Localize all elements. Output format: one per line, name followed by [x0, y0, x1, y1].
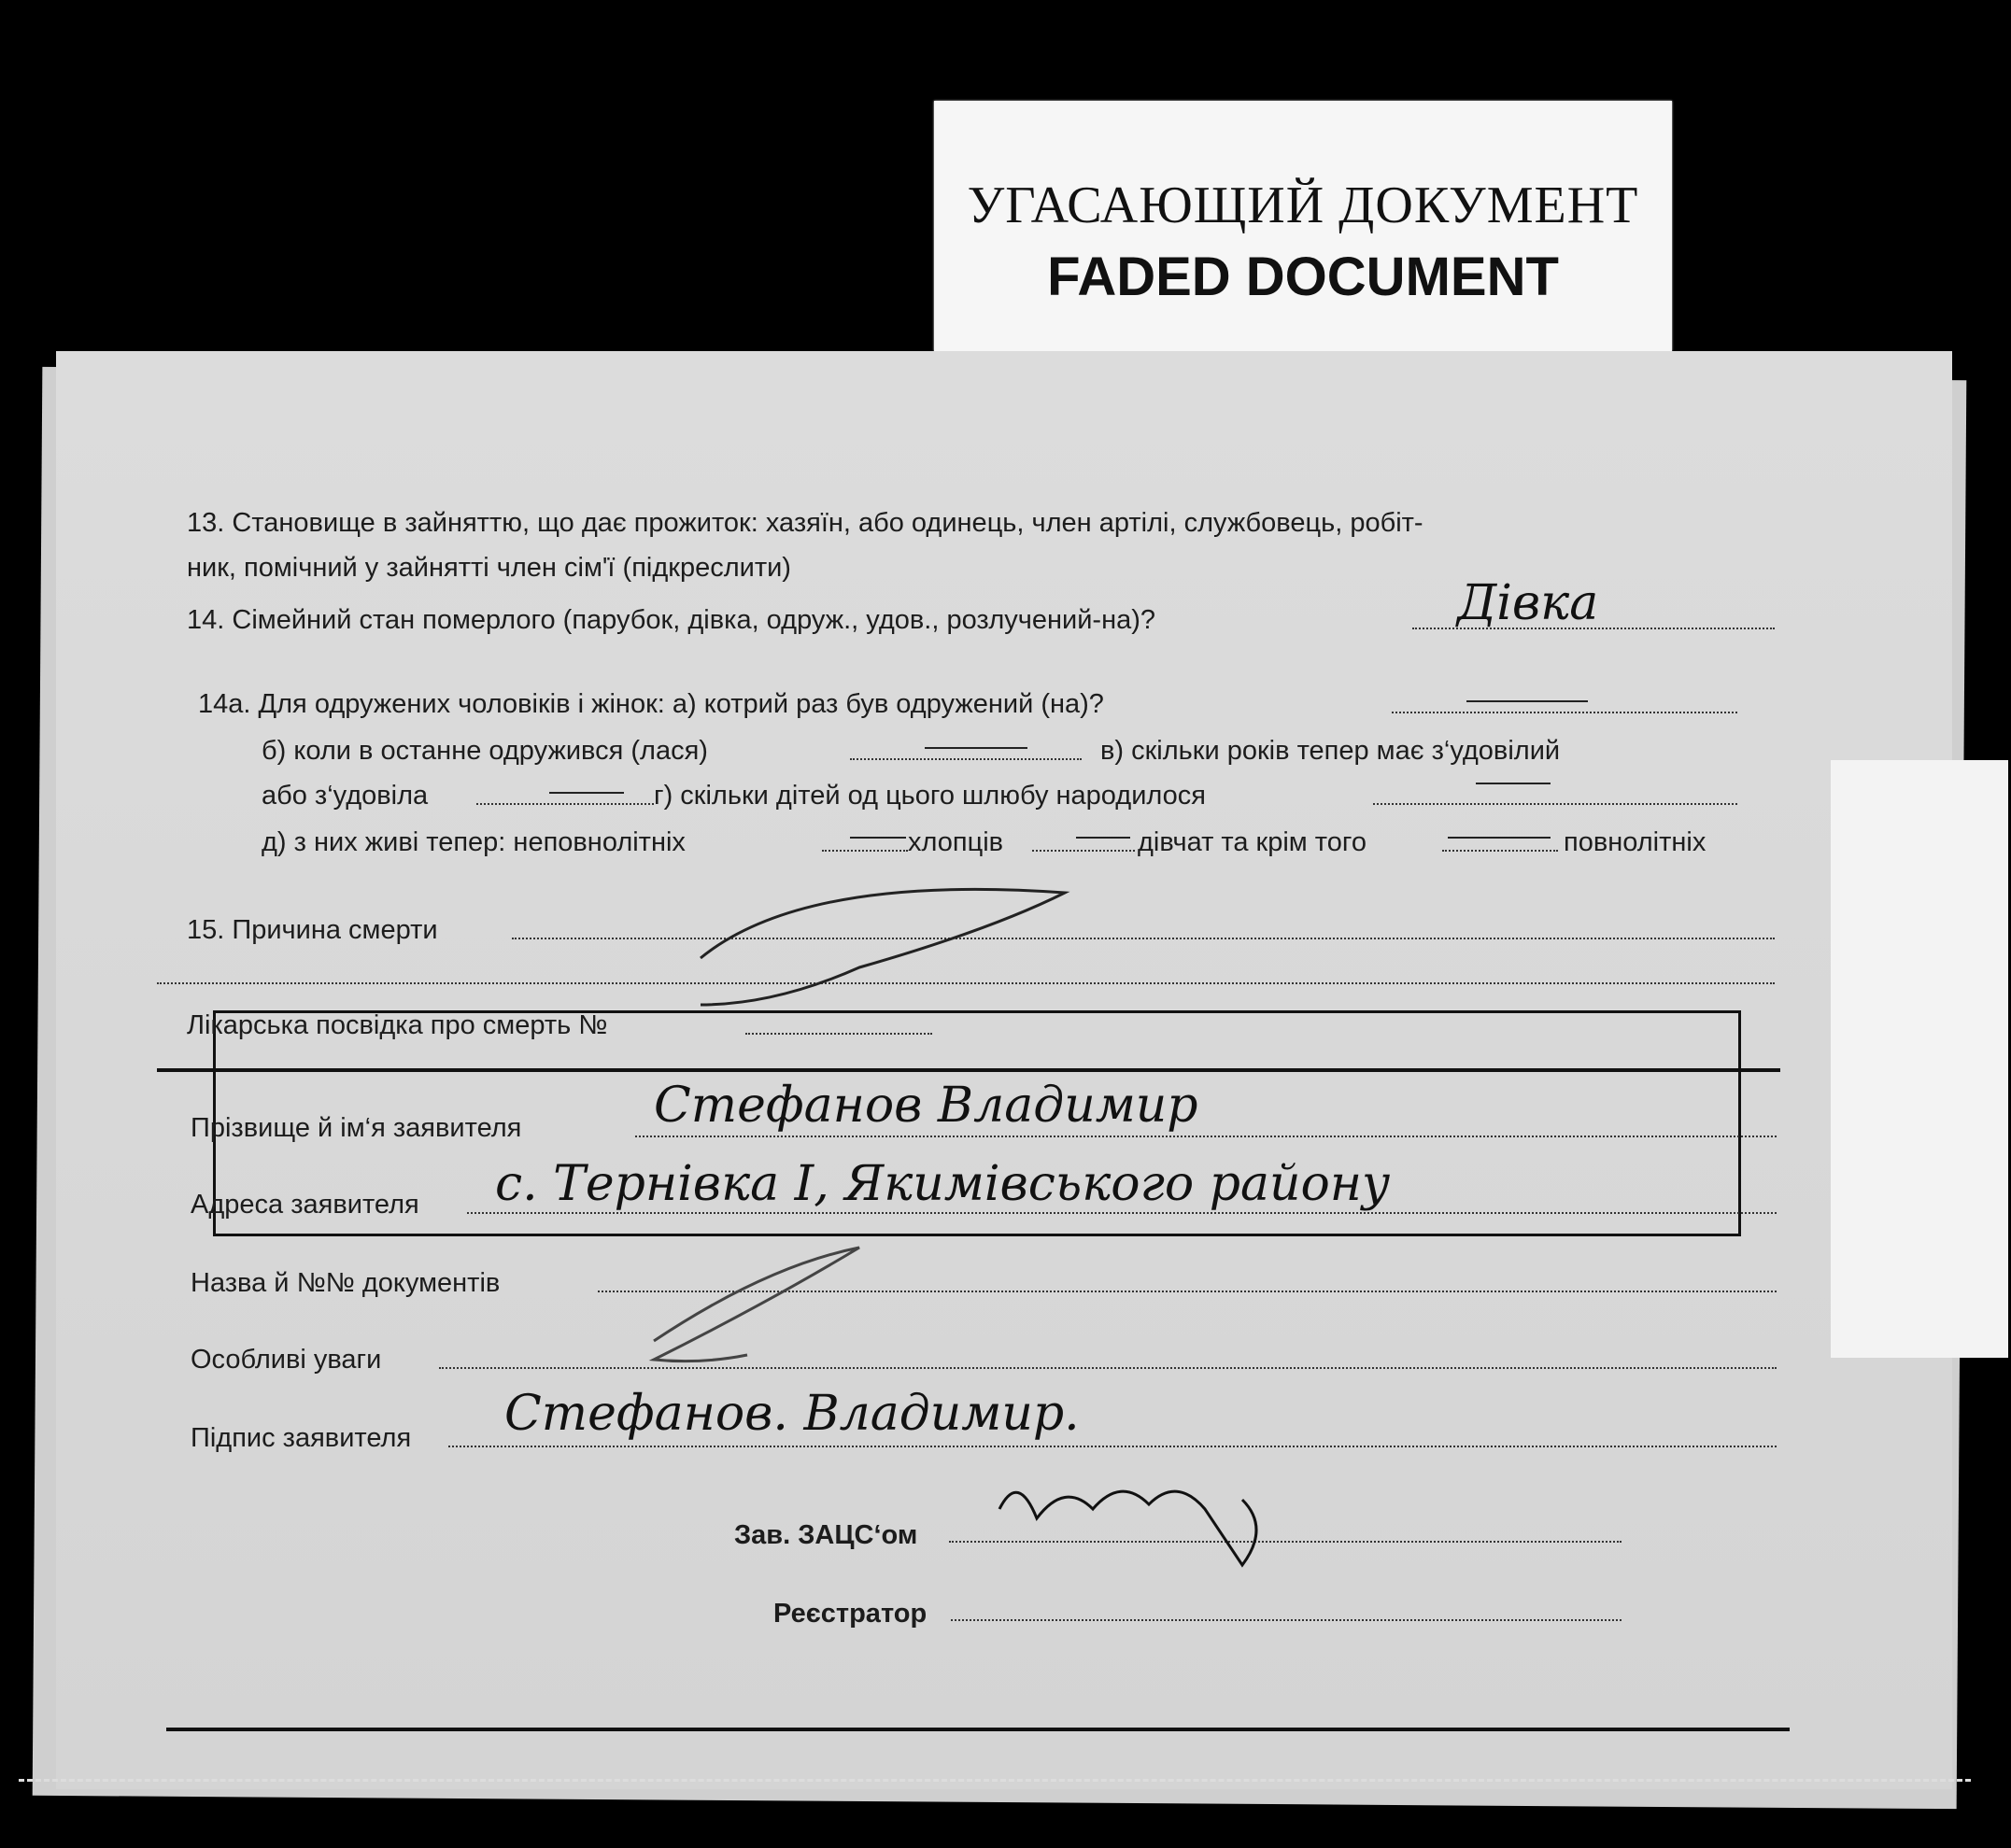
- zags-head-label: Зав. ЗАЦС‘ом: [734, 1520, 918, 1550]
- medical-certificate-label: Лікарська посвідка про смерть №: [187, 1010, 608, 1040]
- faded-document-label: [934, 101, 1672, 351]
- handwritten-applicant-signature: Стефанов. Владимир.: [504, 1386, 1080, 1442]
- remarks-label: Особливі уваги: [191, 1345, 382, 1375]
- q14a-adults-label: повнолітніх: [1564, 827, 1707, 857]
- q14a-b-label: б) коли в останне одружився (лася): [262, 736, 708, 766]
- form-sheet: [56, 351, 1952, 1789]
- q13-line1: 13. Становище в зайняттю, що дає прожиток: хазяїн, або одинець, член артілі, службовець, робіт-: [187, 508, 1423, 538]
- bottom-dashed-edge: [19, 1779, 1971, 1782]
- applicant-address-label: Адреса заявителя: [191, 1190, 419, 1220]
- q15-cause-of-death-label: 15. Причина смерти: [187, 915, 438, 945]
- q14a-g-label: г) скільки дітей од цього шлюбу народилося: [654, 781, 1206, 811]
- q13-line2: ник, помічний у зайнятті член сім'ї (підкреслити): [187, 553, 791, 583]
- q14-marital-status-question: 14. Сімейний стан померлого (парубок, дівка, одруж., удов., розлучений-на)?: [187, 605, 1156, 635]
- registrar-label: Реєстратор: [773, 1599, 928, 1629]
- q14a-v-label: в) скільки років тепер має з‘удовілий: [1100, 736, 1561, 766]
- pen-strokes: [56, 351, 1952, 1789]
- handwritten-applicant-name: Стефанов Владимир: [654, 1078, 1198, 1134]
- q14a-line1: 14а. Для одружених чоловіків і жінок: а) котрий раз був одружений (на)?: [198, 689, 1104, 719]
- documents-label: Назва й №№ документів: [191, 1268, 501, 1298]
- handwritten-marital-status: Дівка: [1457, 575, 1599, 631]
- signature-label: Підпис заявителя: [191, 1423, 412, 1453]
- q14a-d-label: д) з них живі тепер: неповнолітніх: [262, 827, 686, 857]
- white-patch: [1831, 760, 2008, 1358]
- documents-strike-icon: [654, 1248, 859, 1361]
- cause-strike-icon: [701, 889, 1065, 1005]
- head-signature-icon: [999, 1491, 1256, 1565]
- faded-label-ru: УГАСАЮЩИЙ ДОКУМЕНТ: [967, 176, 1639, 234]
- q14a-girls-label: дівчат та крім того: [1138, 827, 1367, 857]
- q14a-boys-label: хлопців: [908, 827, 1004, 857]
- faded-label-en: FADED DOCUMENT: [1047, 247, 1559, 307]
- handwritten-applicant-address: с. Тернівка I, Якимівського району: [495, 1156, 1391, 1212]
- q14a-abo-label: або з‘удовіла: [262, 781, 429, 811]
- applicant-name-label: Прізвище й ім‘я заявителя: [191, 1113, 522, 1143]
